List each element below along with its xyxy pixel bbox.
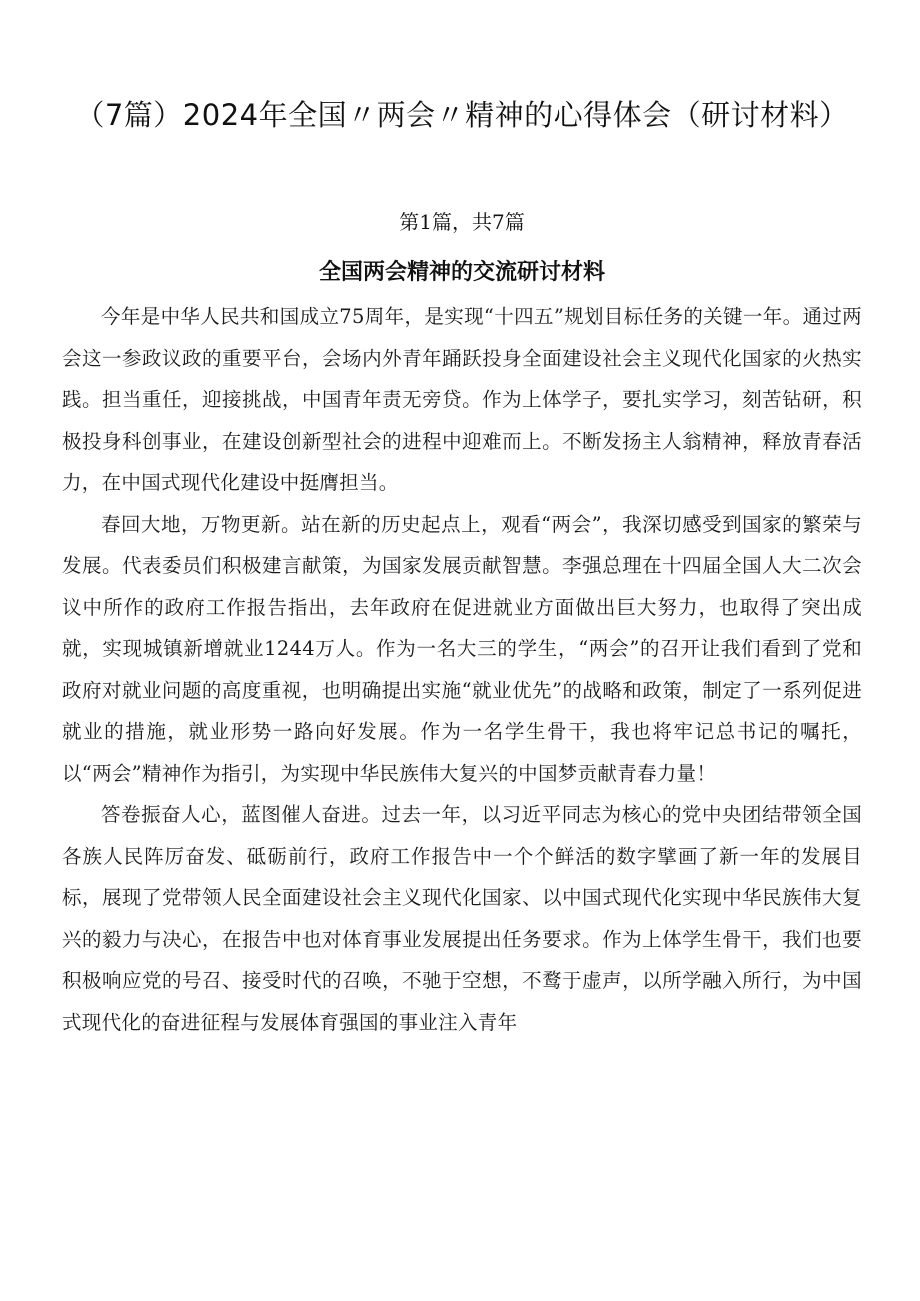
part-indicator: 第1篇，共7篇 xyxy=(399,210,525,234)
body-paragraph: 春回大地，万物更新。站在新的历史起点上，观看“两会”，我深切感受到国家的繁荣与发展。代表委员们积极建言献策，为国家发展贡献智慧。李强总理在十四届全国人大二次会议中所作的政府工作报告指出，去年政府在促进就业方面做出巨大努力，也取得了突出成就，实现城镇新增就业1244万人。作为一名大三的学生，“两会”的召开让我们看到了党和政府对就业问题的高度重视，也明确提出实施“就业优先”的战略和政策，制定了一系列促进就业的措施，就业形势一路向好发展。作为一名学生骨干，我也将牢记总书记的嘱托，以“两会”精神作为指引，为实现中华民族伟大复兴的中国梦贡献青春力量！ xyxy=(62,512,862,785)
document-title: （7篇）2024年全国〃两会〃精神的心得体会（研讨材料） xyxy=(75,98,849,132)
body-paragraph: 答卷振奋人心，蓝图催人奋进。过去一年，以习近平同志为核心的党中央团结带领全国各族人民阵厉奋发、砥砺前行，政府工作报告中一个个鲜活的数字擘画了新一年的发展目标，展现了党带领人民全面建设社会主义现代化国家、以中国式现代化实现中华民族伟大复兴的毅力与决心，在报告中也对体育事业发展提出任务要求。作为上体学生骨干，我们也要积极响应党的号召、接受时代的召唤，不驰于空想，不鹜于虚声，以所学融入所行，为中国式现代化的奋进征程与发展体育强国的事业注入青年 xyxy=(62,803,862,1034)
section-heading: 全国两会精神的交流研讨材料 xyxy=(318,260,605,285)
body-paragraph: 今年是中华人民共和国成立75周年，是实现“十四五”规划目标任务的关键一年。通过两会这一参政议政的重要平台，会场内外青年踊跃投身全面建设社会主义现代化国家的火热实践。担当重任，迎接挑战，中国青年责无旁贷。作为上体学子，要扎实学习，刻苦钻研，积极投身科创事业，在建设创新型社会的进程中迎难而上。不断发扬主人翁精神，释放青春活力，在中国式现代化建设中挺膺担当。 xyxy=(62,305,862,494)
